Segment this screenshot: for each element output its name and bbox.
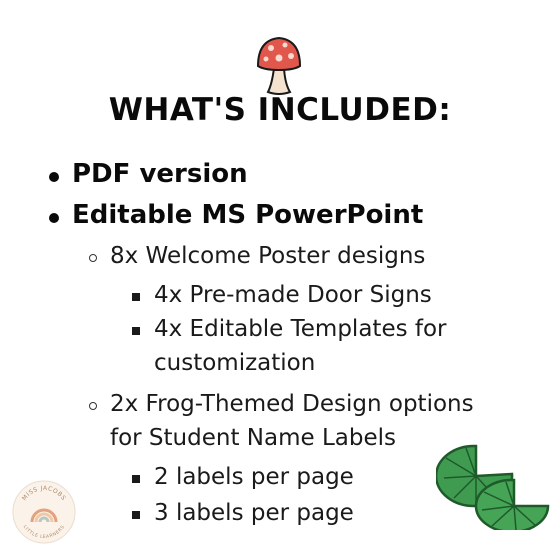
- bullet-ring-icon: [89, 254, 97, 262]
- bullet-square-icon: [132, 475, 140, 483]
- bullet-dot-icon: [49, 172, 59, 182]
- bullet-square-icon: [132, 327, 140, 335]
- svg-text:MISS JACOBS: MISS JACOBS: [20, 484, 68, 503]
- page-title: WHAT'S INCLUDED:: [108, 92, 452, 128]
- lily-pad-icon: [436, 444, 552, 530]
- list-item: 8x Welcome Poster designs: [110, 243, 426, 269]
- list-item: 4x Editable Templates for: [154, 316, 447, 342]
- list-item: 3 labels per page: [154, 500, 354, 526]
- mushroom-icon: [254, 34, 304, 96]
- bullet-square-icon: [132, 511, 140, 519]
- list-item: Editable MS PowerPoint: [72, 200, 424, 230]
- bullet-dot-icon: [49, 213, 59, 223]
- list-item: PDF version: [72, 159, 248, 189]
- svg-text:LITTLE LEARNERS: LITTLE LEARNERS: [21, 524, 67, 541]
- list-item: 4x Pre-made Door Signs: [154, 282, 432, 308]
- list-item-continuation: for Student Name Labels: [110, 425, 396, 451]
- list-item: 2x Frog-Themed Design options: [110, 391, 474, 417]
- bullet-ring-icon: [89, 402, 97, 410]
- list-item-continuation: customization: [154, 350, 316, 376]
- list-item: 2 labels per page: [154, 464, 354, 490]
- bullet-square-icon: [132, 293, 140, 301]
- miss-jacobs-logo: [12, 480, 76, 544]
